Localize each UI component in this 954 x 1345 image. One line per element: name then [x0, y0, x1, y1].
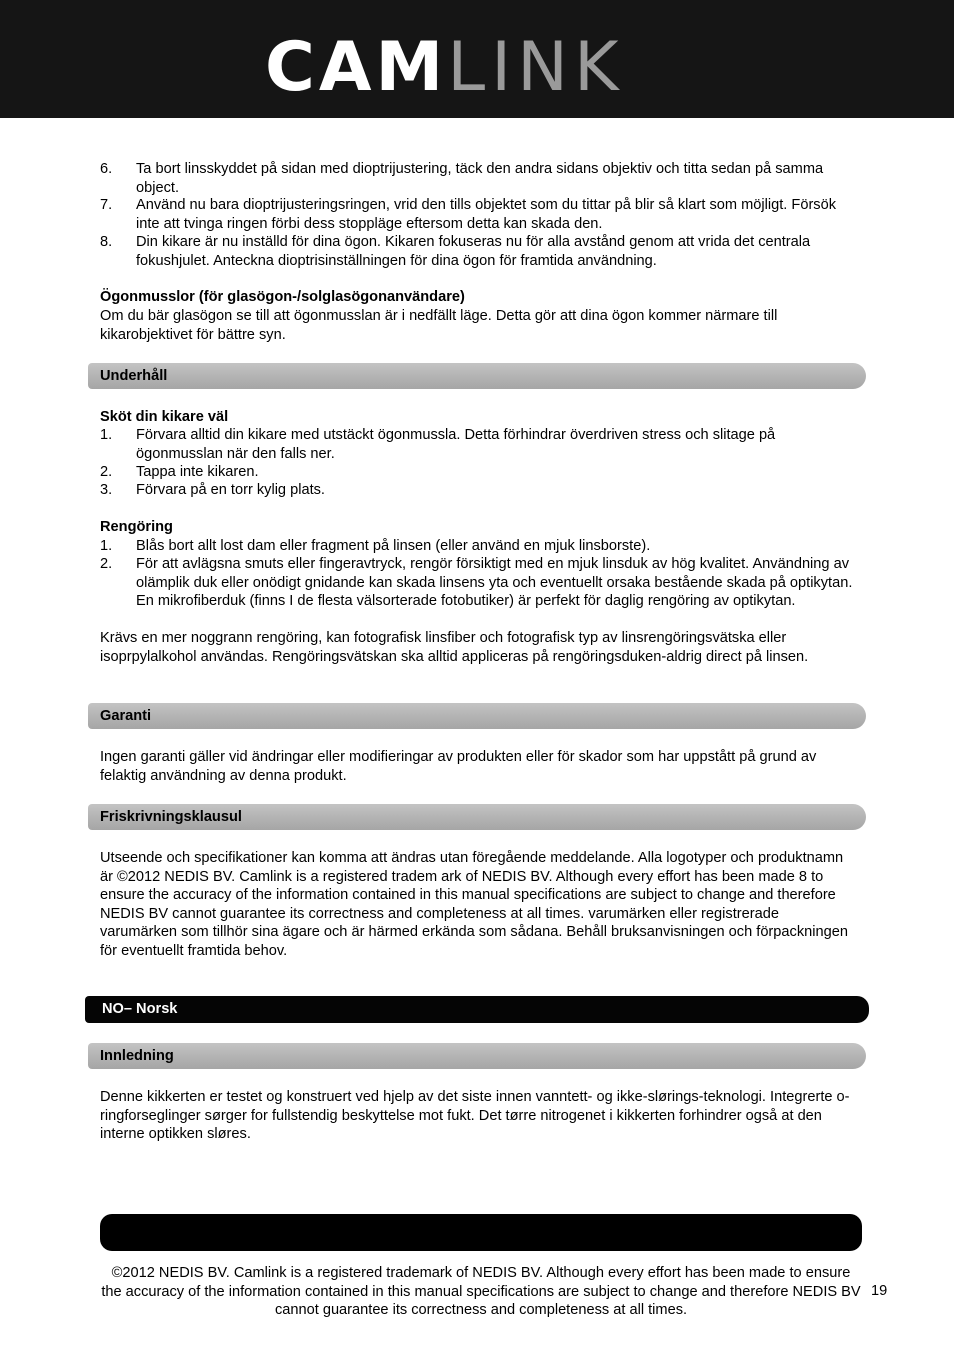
cleaning-note: Krävs en mer noggrann rengöring, kan fotografisk linsfiber och fotografisk typ av linsrengöringsvätska eller isoprpylalkohol användas. Rengöringsvätskan ska alltid appliceras på rengöringsduken-aldrig direct på linsen. [100, 630, 809, 665]
section-bar-maintenance: Underhåll [88, 363, 866, 389]
section-bar-introduction: Innledning [88, 1043, 866, 1069]
list-item-number: 1. [100, 538, 113, 554]
list-item-text: Tappa inte kikaren. [136, 464, 259, 480]
list-item-text: För att avlägsna smuts eller fingeravtryck, rengör försiktigt med en mjuk linsduk av hög kvalitet. Användning av olämplik duk eller onödigt gnidande kan skada linsens yta och eventuellt orsaka bestående skada på optikytan. En mikrofiberduk (finns I de flesta välsorterade fotobutiker) är perfekt för daglig rengöring av optikytan. [136, 556, 853, 609]
list-item-number: 6. [100, 161, 113, 177]
list-item [100, 463, 860, 482]
list-item-number: 8. [100, 234, 113, 250]
list-item-text: Använd nu bara dioptrijusteringsringen, vrid den tills objektet som du tittar på blir så klart som möjligt. Försök inte att tvinga ringen förbi dess stoppläge eftersom detta kan skada den. [136, 197, 837, 232]
logo-cam-text: CAM [265, 28, 448, 107]
list-item [100, 196, 860, 233]
eyecup-text: Om du bär glasögon se till att ögonmusslan är i nedfällt läge. Detta gör att dina ögon kommer närmare till kikarobjektivet för bättre syn. [100, 308, 778, 343]
list-item-text: Blås bort allt lost dam eller fragment på linsen (eller använd en mjuk linsborste). [136, 538, 651, 554]
list-item [100, 426, 860, 463]
cleaning-heading: Rengöring [100, 519, 173, 535]
list-item-text: Förvara på en torr kylig plats. [136, 482, 325, 498]
list-item-number: 1. [100, 427, 113, 443]
language-section-bar: NO– Norsk [85, 996, 869, 1023]
page-header [0, 0, 954, 118]
list-item [100, 481, 860, 500]
list-item-text: Förvara alltid din kikare med utstäckt ögonmussla. Detta förhindrar överdriven stress och slitage på ögonmusslan när den falls ner. [136, 427, 776, 462]
warranty-text: Ingen garanti gäller vid ändringar eller modifieringar av produkten eller för skador som har uppstått på grund av felaktig användning av denna produkt. [100, 749, 817, 784]
disclaimer-text: Utseende och specifikationer kan komma att ändras utan föregående meddelande. Alla logotyper och produktnamn är ©2012 NEDIS BV. Camlink is a registered tradem ark of NEDIS BV. Although every effort has been made 8 to ensure the accuracy of the information contained in this manual specifications are subject to change and therefore NEDIS BV cannot guarantee its correctness and completeness at all times. varumärken eller registrerade varumärken som tillhör sina ägare och är härmed erkända som sådana. Behåll bruksanvisningen och förpackningen för eventuellt framtida behov. [100, 850, 848, 959]
care-heading: Sköt din kikare väl [100, 409, 229, 425]
page-number: 19 [871, 1283, 888, 1299]
introduction-text: Denne kikkerten er testet og konstruert ved hjelp av det siste innen vanntett- og ikke-slørings-teknologi. Integrerte o-ringforseglinger sørger for fullstendig beskyttelse mot fukt. Det tørre nitrogenet i kikkerten forhindrer også at den interne optikken sløres. [100, 1089, 850, 1142]
section-bar-disclaimer: Friskrivningsklausul [88, 804, 866, 830]
list-item-number: 7. [100, 197, 113, 213]
list-item-number: 2. [100, 556, 113, 572]
list-item-text: Din kikare är nu inställd för dina ögon. Kikaren fokuseras nu för alla avstånd genom att vrida det centrala fokushjulet. Anteckna dioptrisinställningen för dina ögon för framtida användning. [136, 234, 811, 269]
logo-link-text: LINK [447, 28, 625, 107]
list-item-number: 2. [100, 464, 113, 480]
list-item-number: 3. [100, 482, 113, 498]
list-item-text: Ta bort linsskyddet på sidan med dioptrijustering, täck den andra sidans objektiv och titta sedan på samma object. [136, 161, 824, 196]
section-bar-warranty: Garanti [88, 703, 866, 729]
list-item [100, 537, 860, 556]
list-item [100, 160, 860, 197]
list-item [100, 233, 860, 270]
camlink-logo [265, 28, 625, 107]
eyecup-heading: Ögonmusslor (för glasögon-/solglasögonanvändare) [100, 289, 465, 305]
footer-copyright: ©2012 NEDIS BV. Camlink is a registered trademark of NEDIS BV. Although every effort has been made to ensure the accuracy of the information contained in this manual specifications are subject to change and therefore NEDIS BV cannot guarantee its correctness and completeness at all times. [101, 1265, 861, 1318]
list-item [100, 555, 860, 611]
footer-bar [100, 1214, 862, 1251]
